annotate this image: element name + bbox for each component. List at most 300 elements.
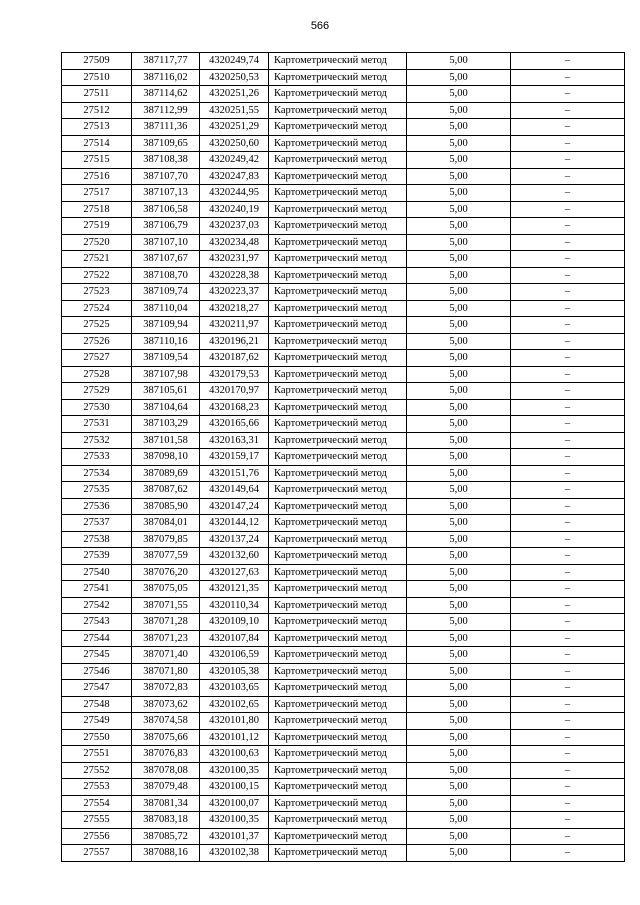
x-coordinate-cell: 387098,10 [132, 449, 200, 466]
x-coordinate-cell: 387117,77 [132, 53, 200, 70]
accuracy-cell: 5,00 [407, 812, 511, 829]
x-coordinate-cell: 387087,62 [132, 482, 200, 499]
table-row [62, 102, 625, 119]
x-coordinate-cell: 387109,54 [132, 350, 200, 367]
x-coordinate-cell: 387076,20 [132, 564, 200, 581]
description-cell: – [511, 465, 625, 482]
description-cell: – [511, 317, 625, 334]
point-number-cell: 27555 [62, 812, 132, 829]
description-cell: – [511, 647, 625, 664]
description-cell: – [511, 581, 625, 598]
description-cell: – [511, 729, 625, 746]
accuracy-cell: 5,00 [407, 696, 511, 713]
description-cell: – [511, 531, 625, 548]
point-number-cell: 27544 [62, 630, 132, 647]
y-coordinate-cell: 4320102,65 [200, 696, 269, 713]
method-cell: Картометрический метод [269, 564, 407, 581]
description-cell: – [511, 696, 625, 713]
point-number-cell: 27532 [62, 432, 132, 449]
point-number-cell: 27552 [62, 762, 132, 779]
y-coordinate-cell: 4320179,53 [200, 366, 269, 383]
y-coordinate-cell: 4320187,62 [200, 350, 269, 367]
table-row [62, 366, 625, 383]
x-coordinate-cell: 387078,08 [132, 762, 200, 779]
table-row [62, 597, 625, 614]
description-cell: – [511, 746, 625, 763]
y-coordinate-cell: 4320100,07 [200, 795, 269, 812]
table-row [62, 317, 625, 334]
x-coordinate-cell: 387089,69 [132, 465, 200, 482]
accuracy-cell: 5,00 [407, 119, 511, 136]
point-number-cell: 27514 [62, 135, 132, 152]
point-number-cell: 27533 [62, 449, 132, 466]
accuracy-cell: 5,00 [407, 548, 511, 565]
method-cell: Картометрический метод [269, 812, 407, 829]
description-cell: – [511, 350, 625, 367]
x-coordinate-cell: 387105,61 [132, 383, 200, 400]
x-coordinate-cell: 387116,02 [132, 69, 200, 86]
x-coordinate-cell: 387106,58 [132, 201, 200, 218]
method-cell: Картометрический метод [269, 449, 407, 466]
table-row [62, 548, 625, 565]
point-number-cell: 27550 [62, 729, 132, 746]
x-coordinate-cell: 387107,98 [132, 366, 200, 383]
y-coordinate-cell: 4320100,35 [200, 762, 269, 779]
method-cell: Картометрический метод [269, 383, 407, 400]
description-cell: – [511, 267, 625, 284]
y-coordinate-cell: 4320132,60 [200, 548, 269, 565]
description-cell: – [511, 680, 625, 697]
table-row [62, 86, 625, 103]
y-coordinate-cell: 4320100,35 [200, 812, 269, 829]
table-row [62, 69, 625, 86]
table-row [62, 300, 625, 317]
accuracy-cell: 5,00 [407, 416, 511, 433]
accuracy-cell: 5,00 [407, 663, 511, 680]
accuracy-cell: 5,00 [407, 680, 511, 697]
table-row [62, 399, 625, 416]
y-coordinate-cell: 4320101,12 [200, 729, 269, 746]
method-cell: Картометрический метод [269, 86, 407, 103]
method-cell: Картометрический метод [269, 251, 407, 268]
method-cell: Картометрический метод [269, 416, 407, 433]
y-coordinate-cell: 4320100,15 [200, 779, 269, 796]
table-row [62, 251, 625, 268]
y-coordinate-cell: 4320107,84 [200, 630, 269, 647]
table-row [62, 135, 625, 152]
point-number-cell: 27554 [62, 795, 132, 812]
method-cell: Картометрический метод [269, 168, 407, 185]
table-row [62, 845, 625, 862]
x-coordinate-cell: 387108,70 [132, 267, 200, 284]
y-coordinate-cell: 4320102,38 [200, 845, 269, 862]
y-coordinate-cell: 4320103,65 [200, 680, 269, 697]
y-coordinate-cell: 4320137,24 [200, 531, 269, 548]
point-number-cell: 27529 [62, 383, 132, 400]
method-cell: Картометрический метод [269, 630, 407, 647]
method-cell: Картометрический метод [269, 102, 407, 119]
point-number-cell: 27549 [62, 713, 132, 730]
y-coordinate-cell: 4320196,21 [200, 333, 269, 350]
point-number-cell: 27527 [62, 350, 132, 367]
accuracy-cell: 5,00 [407, 53, 511, 70]
point-number-cell: 27525 [62, 317, 132, 334]
description-cell: – [511, 135, 625, 152]
description-cell: – [511, 614, 625, 631]
table-row [62, 795, 625, 812]
accuracy-cell: 5,00 [407, 432, 511, 449]
y-coordinate-cell: 4320251,26 [200, 86, 269, 103]
point-number-cell: 27528 [62, 366, 132, 383]
x-coordinate-cell: 387075,66 [132, 729, 200, 746]
point-number-cell: 27551 [62, 746, 132, 763]
accuracy-cell: 5,00 [407, 333, 511, 350]
x-coordinate-cell: 387071,28 [132, 614, 200, 631]
point-number-cell: 27536 [62, 498, 132, 515]
point-number-cell: 27531 [62, 416, 132, 433]
table-row [62, 779, 625, 796]
x-coordinate-cell: 387108,38 [132, 152, 200, 169]
x-coordinate-cell: 387084,01 [132, 515, 200, 532]
method-cell: Картометрический метод [269, 300, 407, 317]
x-coordinate-cell: 387110,04 [132, 300, 200, 317]
description-cell: – [511, 515, 625, 532]
x-coordinate-cell: 387071,23 [132, 630, 200, 647]
x-coordinate-cell: 387073,62 [132, 696, 200, 713]
description-cell: – [511, 234, 625, 251]
description-cell: – [511, 168, 625, 185]
y-coordinate-cell: 4320109,10 [200, 614, 269, 631]
description-cell: – [511, 828, 625, 845]
y-coordinate-cell: 4320211,97 [200, 317, 269, 334]
accuracy-cell: 5,00 [407, 564, 511, 581]
method-cell: Картометрический метод [269, 779, 407, 796]
description-cell: – [511, 482, 625, 499]
accuracy-cell: 5,00 [407, 284, 511, 301]
table-row [62, 465, 625, 482]
table-row [62, 762, 625, 779]
description-cell: – [511, 201, 625, 218]
method-cell: Картометрический метод [269, 531, 407, 548]
x-coordinate-cell: 387085,90 [132, 498, 200, 515]
x-coordinate-cell: 387110,16 [132, 333, 200, 350]
method-cell: Картометрический метод [269, 152, 407, 169]
table-row [62, 696, 625, 713]
y-coordinate-cell: 4320249,42 [200, 152, 269, 169]
table-row [62, 581, 625, 598]
accuracy-cell: 5,00 [407, 185, 511, 202]
description-cell: – [511, 663, 625, 680]
point-number-cell: 27540 [62, 564, 132, 581]
table-row [62, 350, 625, 367]
point-number-cell: 27516 [62, 168, 132, 185]
x-coordinate-cell: 387076,83 [132, 746, 200, 763]
x-coordinate-cell: 387072,83 [132, 680, 200, 697]
accuracy-cell: 5,00 [407, 317, 511, 334]
method-cell: Картометрический метод [269, 218, 407, 235]
accuracy-cell: 5,00 [407, 795, 511, 812]
point-number-cell: 27522 [62, 267, 132, 284]
description-cell: – [511, 69, 625, 86]
point-number-cell: 27537 [62, 515, 132, 532]
point-number-cell: 27546 [62, 663, 132, 680]
x-coordinate-cell: 387083,18 [132, 812, 200, 829]
y-coordinate-cell: 4320250,53 [200, 69, 269, 86]
accuracy-cell: 5,00 [407, 614, 511, 631]
coordinates-table [61, 52, 625, 862]
point-number-cell: 27519 [62, 218, 132, 235]
method-cell: Картометрический метод [269, 135, 407, 152]
description-cell: – [511, 102, 625, 119]
accuracy-cell: 5,00 [407, 383, 511, 400]
y-coordinate-cell: 4320240,19 [200, 201, 269, 218]
y-coordinate-cell: 4320101,80 [200, 713, 269, 730]
table-row [62, 201, 625, 218]
table-row [62, 218, 625, 235]
description-cell: – [511, 86, 625, 103]
method-cell: Картометрический метод [269, 845, 407, 862]
y-coordinate-cell: 4320147,24 [200, 498, 269, 515]
method-cell: Картометрический метод [269, 729, 407, 746]
point-number-cell: 27543 [62, 614, 132, 631]
table-row [62, 432, 625, 449]
point-number-cell: 27515 [62, 152, 132, 169]
point-number-cell: 27530 [62, 399, 132, 416]
method-cell: Картометрический метод [269, 680, 407, 697]
table-row [62, 449, 625, 466]
point-number-cell: 27541 [62, 581, 132, 598]
point-number-cell: 27548 [62, 696, 132, 713]
point-number-cell: 27513 [62, 119, 132, 136]
method-cell: Картометрический метод [269, 696, 407, 713]
x-coordinate-cell: 387088,16 [132, 845, 200, 862]
description-cell: – [511, 548, 625, 565]
point-number-cell: 27524 [62, 300, 132, 317]
y-coordinate-cell: 4320163,31 [200, 432, 269, 449]
table-row [62, 746, 625, 763]
table-row [62, 267, 625, 284]
page-number: 566 [310, 20, 330, 32]
accuracy-cell: 5,00 [407, 251, 511, 268]
table-row [62, 647, 625, 664]
method-cell: Картометрический метод [269, 267, 407, 284]
x-coordinate-cell: 387114,62 [132, 86, 200, 103]
method-cell: Картометрический метод [269, 713, 407, 730]
description-cell: – [511, 597, 625, 614]
method-cell: Картометрический метод [269, 663, 407, 680]
accuracy-cell: 5,00 [407, 168, 511, 185]
accuracy-cell: 5,00 [407, 69, 511, 86]
table-row [62, 663, 625, 680]
table-row [62, 333, 625, 350]
table-row [62, 185, 625, 202]
accuracy-cell: 5,00 [407, 498, 511, 515]
method-cell: Картометрический метод [269, 69, 407, 86]
x-coordinate-cell: 387107,13 [132, 185, 200, 202]
y-coordinate-cell: 4320250,60 [200, 135, 269, 152]
accuracy-cell: 5,00 [407, 201, 511, 218]
point-number-cell: 27518 [62, 201, 132, 218]
description-cell: – [511, 119, 625, 136]
x-coordinate-cell: 387109,94 [132, 317, 200, 334]
method-cell: Картометрический метод [269, 597, 407, 614]
description-cell: – [511, 779, 625, 796]
point-number-cell: 27535 [62, 482, 132, 499]
method-cell: Картометрический метод [269, 795, 407, 812]
accuracy-cell: 5,00 [407, 465, 511, 482]
x-coordinate-cell: 387077,59 [132, 548, 200, 565]
accuracy-cell: 5,00 [407, 515, 511, 532]
method-cell: Картометрический метод [269, 333, 407, 350]
point-number-cell: 27523 [62, 284, 132, 301]
x-coordinate-cell: 387112,99 [132, 102, 200, 119]
description-cell: – [511, 383, 625, 400]
point-number-cell: 27509 [62, 53, 132, 70]
point-number-cell: 27553 [62, 779, 132, 796]
accuracy-cell: 5,00 [407, 399, 511, 416]
accuracy-cell: 5,00 [407, 102, 511, 119]
table-row [62, 531, 625, 548]
point-number-cell: 27545 [62, 647, 132, 664]
point-number-cell: 27521 [62, 251, 132, 268]
table-row [62, 234, 625, 251]
y-coordinate-cell: 4320168,23 [200, 399, 269, 416]
x-coordinate-cell: 387085,72 [132, 828, 200, 845]
description-cell: – [511, 53, 625, 70]
description-cell: – [511, 300, 625, 317]
y-coordinate-cell: 4320249,74 [200, 53, 269, 70]
y-coordinate-cell: 4320106,59 [200, 647, 269, 664]
point-number-cell: 27542 [62, 597, 132, 614]
accuracy-cell: 5,00 [407, 218, 511, 235]
table-row [62, 515, 625, 532]
accuracy-cell: 5,00 [407, 86, 511, 103]
description-cell: – [511, 366, 625, 383]
point-number-cell: 27557 [62, 845, 132, 862]
y-coordinate-cell: 4320231,97 [200, 251, 269, 268]
description-cell: – [511, 399, 625, 416]
description-cell: – [511, 564, 625, 581]
method-cell: Картометрический метод [269, 482, 407, 499]
method-cell: Картометрический метод [269, 53, 407, 70]
table-row [62, 680, 625, 697]
description-cell: – [511, 185, 625, 202]
method-cell: Картометрический метод [269, 828, 407, 845]
x-coordinate-cell: 387101,58 [132, 432, 200, 449]
x-coordinate-cell: 387071,80 [132, 663, 200, 680]
description-cell: – [511, 713, 625, 730]
method-cell: Картометрический метод [269, 350, 407, 367]
accuracy-cell: 5,00 [407, 300, 511, 317]
y-coordinate-cell: 4320165,66 [200, 416, 269, 433]
table-row [62, 168, 625, 185]
description-cell: – [511, 449, 625, 466]
x-coordinate-cell: 387079,85 [132, 531, 200, 548]
table-row [62, 284, 625, 301]
accuracy-cell: 5,00 [407, 779, 511, 796]
y-coordinate-cell: 4320170,97 [200, 383, 269, 400]
table-row [62, 416, 625, 433]
accuracy-cell: 5,00 [407, 581, 511, 598]
method-cell: Картометрический метод [269, 366, 407, 383]
x-coordinate-cell: 387107,70 [132, 168, 200, 185]
method-cell: Картометрический метод [269, 432, 407, 449]
y-coordinate-cell: 4320228,38 [200, 267, 269, 284]
point-number-cell: 27538 [62, 531, 132, 548]
method-cell: Картометрический метод [269, 548, 407, 565]
x-coordinate-cell: 387075,05 [132, 581, 200, 598]
table-row [62, 482, 625, 499]
method-cell: Картометрический метод [269, 515, 407, 532]
accuracy-cell: 5,00 [407, 531, 511, 548]
y-coordinate-cell: 4320223,37 [200, 284, 269, 301]
accuracy-cell: 5,00 [407, 350, 511, 367]
method-cell: Картометрический метод [269, 647, 407, 664]
table-row [62, 713, 625, 730]
x-coordinate-cell: 387106,79 [132, 218, 200, 235]
point-number-cell: 27556 [62, 828, 132, 845]
accuracy-cell: 5,00 [407, 746, 511, 763]
y-coordinate-cell: 4320251,55 [200, 102, 269, 119]
method-cell: Картометрический метод [269, 762, 407, 779]
accuracy-cell: 5,00 [407, 713, 511, 730]
point-number-cell: 27512 [62, 102, 132, 119]
accuracy-cell: 5,00 [407, 828, 511, 845]
x-coordinate-cell: 387107,10 [132, 234, 200, 251]
method-cell: Картометрический метод [269, 746, 407, 763]
x-coordinate-cell: 387111,36 [132, 119, 200, 136]
method-cell: Картометрический метод [269, 317, 407, 334]
accuracy-cell: 5,00 [407, 482, 511, 499]
description-cell: – [511, 416, 625, 433]
y-coordinate-cell: 4320149,64 [200, 482, 269, 499]
table-row [62, 383, 625, 400]
x-coordinate-cell: 387104,64 [132, 399, 200, 416]
description-cell: – [511, 630, 625, 647]
point-number-cell: 27534 [62, 465, 132, 482]
y-coordinate-cell: 4320251,29 [200, 119, 269, 136]
point-number-cell: 27547 [62, 680, 132, 697]
description-cell: – [511, 795, 625, 812]
table-row [62, 498, 625, 515]
y-coordinate-cell: 4320127,63 [200, 564, 269, 581]
x-coordinate-cell: 387109,65 [132, 135, 200, 152]
method-cell: Картометрический метод [269, 119, 407, 136]
method-cell: Картометрический метод [269, 465, 407, 482]
x-coordinate-cell: 387071,55 [132, 597, 200, 614]
method-cell: Картометрический метод [269, 185, 407, 202]
description-cell: – [511, 432, 625, 449]
table-row [62, 53, 625, 70]
y-coordinate-cell: 4320237,03 [200, 218, 269, 235]
y-coordinate-cell: 4320247,83 [200, 168, 269, 185]
x-coordinate-cell: 387074,58 [132, 713, 200, 730]
description-cell: – [511, 152, 625, 169]
x-coordinate-cell: 387079,48 [132, 779, 200, 796]
table-row [62, 812, 625, 829]
point-number-cell: 27539 [62, 548, 132, 565]
point-number-cell: 27510 [62, 69, 132, 86]
coordinates-table-body [62, 53, 625, 862]
accuracy-cell: 5,00 [407, 762, 511, 779]
point-number-cell: 27520 [62, 234, 132, 251]
x-coordinate-cell: 387081,34 [132, 795, 200, 812]
y-coordinate-cell: 4320159,17 [200, 449, 269, 466]
table-row [62, 564, 625, 581]
accuracy-cell: 5,00 [407, 152, 511, 169]
method-cell: Картометрический метод [269, 581, 407, 598]
x-coordinate-cell: 387103,29 [132, 416, 200, 433]
